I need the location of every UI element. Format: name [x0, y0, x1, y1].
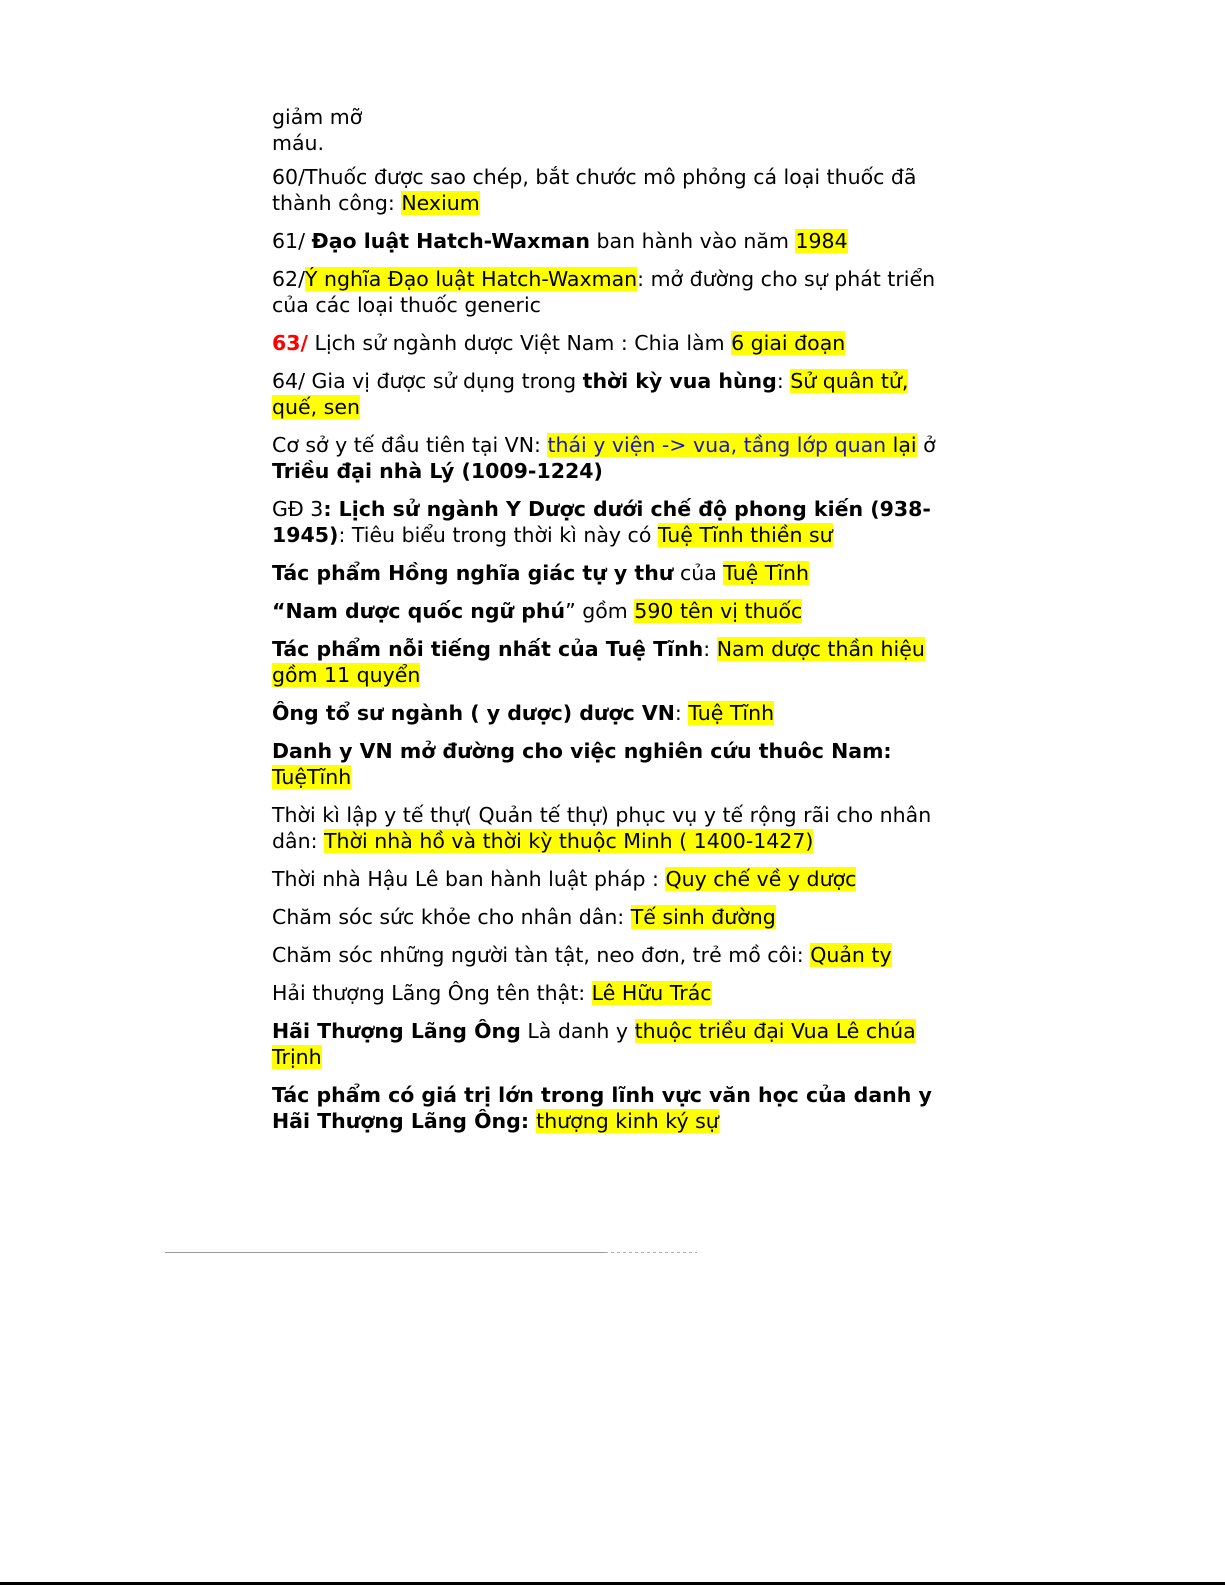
item-literary-work: Tác phẩm có giá trị lớn trong lĩnh vực văn học của danh y Hãi Thượng Lãng Ông: thượng kinh ký sự: [272, 1083, 932, 1133]
item-64: 64/ Gia vị được sử dụng trong thời kỳ vua hùng: Sử quân tử, quế, sen: [272, 369, 909, 419]
item-hong-nghia: Tác phẩm Hồng nghĩa giác tự y thư của Tuệ Tĩnh: [272, 561, 810, 585]
item-61: 61/ Đạo luật Hatch-Waxman ban hành vào năm 1984: [272, 229, 848, 253]
item-first-medical-facility: Cơ sở y tế đầu tiên tại VN: thái y viện -> vua, tầng lớp quan lại ở Triều đại nhà Lý (1009-1224): [272, 433, 936, 483]
item-63: 63/ Lịch sử ngành dược Việt Nam : Chia làm 6 giai đoạn: [272, 331, 846, 355]
item-pioneer: Danh y VN mở đường cho việc nghiên cứu thuôc Nam: TuệTĩnh: [272, 739, 892, 789]
footnote-separator: [165, 1252, 605, 1253]
item-62: 62/Ý nghĩa Đạo luật Hatch-Waxman: mở đường cho sự phát triển của các loại thuốc generic: [272, 267, 936, 317]
item-real-name: Hải thượng Lãng Ông tên thật: Lê Hữu Trác: [272, 981, 712, 1005]
item-quan-te-thu: Thời kì lập y tế thự( Quản tế thự) phục vụ y tế rộng rãi cho nhân dân: Thời nhà hồ và thời kỳ thuộc Minh ( 1400-1427): [272, 803, 932, 853]
item-famous-work: Tác phẩm nỗi tiếng nhất của Tuệ Tĩnh: Nam dược thần hiệu gồm 11 quyển: [272, 637, 925, 687]
item-founder: Ông tổ sư ngành ( y dược) dược VN: Tuệ Tĩnh: [272, 701, 775, 725]
footnote-separator-dotted: [605, 1252, 697, 1253]
item-hai-thuong-dynasty: Hãi Thượng Lãng Ông Là danh y thuộc triều đại Vua Lê chúa Trịnh: [272, 1019, 916, 1069]
item-hau-le-law: Thời nhà Hậu Lê ban hành luật pháp : Quy chế về y dược: [272, 867, 857, 891]
item-60: 60/Thuốc được sao chép, bắt chước mô phỏng cá loại thuốc đã thành công: Nexium: [272, 165, 917, 215]
item-care-disabled: Chăm sóc những người tàn tật, neo đơn, trẻ mồ côi: Quản ty: [272, 943, 892, 967]
item-nam-duoc-quoc-ngu: “Nam dược quốc ngữ phú” gồm 590 tên vị thuốc: [272, 599, 803, 623]
paragraph-continuation: giảm mỡ máu.: [272, 105, 363, 155]
item-healthcare: Chăm sóc sức khỏe cho nhân dân: Tế sinh đường: [272, 905, 776, 929]
item-stage-3: GĐ 3: Lịch sử ngành Y Dược dưới chế độ phong kiến (938-1945): Tiêu biểu trong thời kì này có Tuệ Tĩnh thiền sư: [272, 497, 931, 547]
document-body: [272, 104, 952, 1146]
